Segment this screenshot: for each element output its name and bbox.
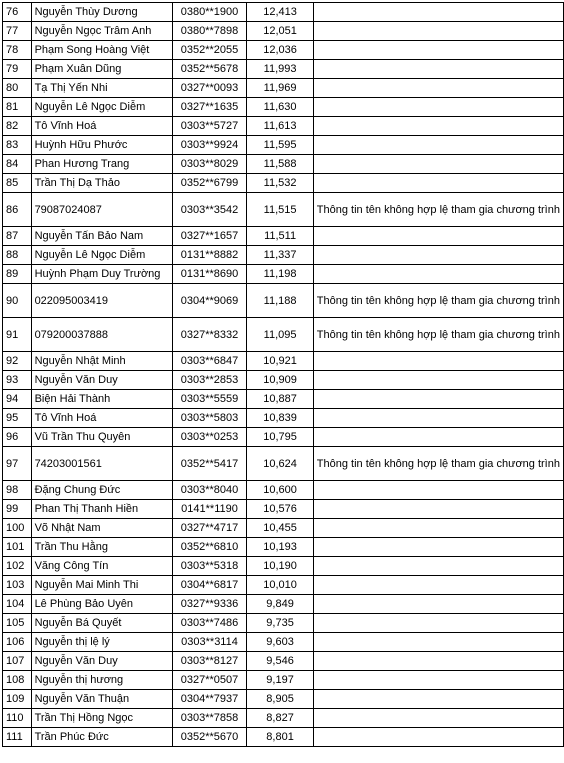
note-cell (313, 614, 563, 633)
name-cell: 022095003419 (31, 284, 172, 318)
note-cell: Thông tin tên không hợp lệ tham gia chương trình (313, 447, 563, 481)
table-row (3, 371, 564, 390)
row-number-cell: 80 (3, 79, 32, 98)
row-number-cell: 109 (3, 690, 32, 709)
note-cell (313, 155, 563, 174)
row-number-cell: 96 (3, 428, 32, 447)
row-number-cell: 85 (3, 174, 32, 193)
table-row (3, 79, 564, 98)
score-cell: 11,588 (247, 155, 313, 174)
score-cell: 10,624 (247, 447, 313, 481)
note-cell (313, 79, 563, 98)
row-number-cell: 101 (3, 538, 32, 557)
phone-cell: 0303**5318 (172, 557, 247, 576)
note-cell (313, 117, 563, 136)
row-number-cell: 86 (3, 193, 32, 227)
row-number-cell: 106 (3, 633, 32, 652)
table-row (3, 576, 564, 595)
row-number-cell: 107 (3, 652, 32, 671)
note-cell (313, 227, 563, 246)
table-row (3, 538, 564, 557)
row-number-cell: 97 (3, 447, 32, 481)
row-number-cell: 102 (3, 557, 32, 576)
table-row (3, 155, 564, 174)
table-row (3, 318, 564, 352)
name-cell: 79087024087 (31, 193, 172, 227)
note-cell (313, 519, 563, 538)
row-number-cell: 90 (3, 284, 32, 318)
name-cell: Huỳnh Phạm Duy Trường (31, 265, 172, 284)
score-cell: 10,795 (247, 428, 313, 447)
phone-cell: 0380**7898 (172, 22, 247, 41)
phone-cell: 0303**7858 (172, 709, 247, 728)
row-number-cell: 77 (3, 22, 32, 41)
phone-cell: 0327**1635 (172, 98, 247, 117)
score-cell: 11,337 (247, 246, 313, 265)
note-cell (313, 690, 563, 709)
score-cell: 10,887 (247, 390, 313, 409)
name-cell: Nguyễn Văn Duy (31, 652, 172, 671)
row-number-cell: 105 (3, 614, 32, 633)
row-number-cell: 83 (3, 136, 32, 155)
score-cell: 11,630 (247, 98, 313, 117)
score-cell: 10,190 (247, 557, 313, 576)
name-cell: Vũ Trần Thu Quyên (31, 428, 172, 447)
name-cell: Phan Thị Thanh Hiền (31, 500, 172, 519)
name-cell: Nguyễn Thùy Dương (31, 3, 172, 22)
results-table (2, 2, 564, 747)
note-cell (313, 500, 563, 519)
row-number-cell: 99 (3, 500, 32, 519)
note-cell (313, 428, 563, 447)
phone-cell: 0303**0253 (172, 428, 247, 447)
name-cell: Trần Thị Hồng Ngọc (31, 709, 172, 728)
phone-cell: 0303**5803 (172, 409, 247, 428)
score-cell: 10,909 (247, 371, 313, 390)
name-cell: Huỳnh Hữu Phước (31, 136, 172, 155)
note-cell (313, 576, 563, 595)
table-row (3, 519, 564, 538)
table-row (3, 352, 564, 371)
note-cell (313, 538, 563, 557)
score-cell: 11,993 (247, 60, 313, 79)
row-number-cell: 94 (3, 390, 32, 409)
table-row (3, 652, 564, 671)
score-cell: 11,515 (247, 193, 313, 227)
table-row (3, 595, 564, 614)
row-number-cell: 89 (3, 265, 32, 284)
note-cell (313, 371, 563, 390)
name-cell: Đặng Chung Đức (31, 481, 172, 500)
score-cell: 10,839 (247, 409, 313, 428)
note-cell (313, 174, 563, 193)
note-cell (313, 265, 563, 284)
score-cell: 11,532 (247, 174, 313, 193)
note-cell (313, 671, 563, 690)
note-cell (313, 595, 563, 614)
score-cell: 10,600 (247, 481, 313, 500)
score-cell: 11,095 (247, 318, 313, 352)
row-number-cell: 92 (3, 352, 32, 371)
row-number-cell: 95 (3, 409, 32, 428)
phone-cell: 0303**3114 (172, 633, 247, 652)
row-number-cell: 104 (3, 595, 32, 614)
phone-cell: 0352**2055 (172, 41, 247, 60)
name-cell: Nguyễn thị lệ lý (31, 633, 172, 652)
score-cell: 11,188 (247, 284, 313, 318)
phone-cell: 0303**5559 (172, 390, 247, 409)
row-number-cell: 78 (3, 41, 32, 60)
score-cell: 12,051 (247, 22, 313, 41)
name-cell: Phan Hương Trang (31, 155, 172, 174)
row-number-cell: 79 (3, 60, 32, 79)
score-cell: 9,546 (247, 652, 313, 671)
score-cell: 10,576 (247, 500, 313, 519)
phone-cell: 0327**1657 (172, 227, 247, 246)
note-cell (313, 98, 563, 117)
phone-cell: 0352**5678 (172, 60, 247, 79)
score-cell: 12,413 (247, 3, 313, 22)
phone-cell: 0303**3542 (172, 193, 247, 227)
table-row (3, 390, 564, 409)
note-cell: Thông tin tên không hợp lệ tham gia chương trình (313, 318, 563, 352)
row-number-cell: 84 (3, 155, 32, 174)
note-cell (313, 22, 563, 41)
name-cell: Phạm Song Hoàng Việt (31, 41, 172, 60)
name-cell: Nguyễn Văn Thuận (31, 690, 172, 709)
name-cell: Nguyễn thị hương (31, 671, 172, 690)
table-row (3, 671, 564, 690)
table-row (3, 690, 564, 709)
name-cell: Nguyễn Văn Duy (31, 371, 172, 390)
table-row (3, 193, 564, 227)
phone-cell: 0327**0093 (172, 79, 247, 98)
phone-cell: 0131**8690 (172, 265, 247, 284)
table-row (3, 284, 564, 318)
score-cell: 9,849 (247, 595, 313, 614)
table-row (3, 409, 564, 428)
table-row (3, 481, 564, 500)
row-number-cell: 110 (3, 709, 32, 728)
phone-cell: 0303**8127 (172, 652, 247, 671)
phone-cell: 0327**4717 (172, 519, 247, 538)
score-cell: 11,198 (247, 265, 313, 284)
phone-cell: 0303**8029 (172, 155, 247, 174)
name-cell: 079200037888 (31, 318, 172, 352)
name-cell: Nguyễn Ngọc Trâm Anh (31, 22, 172, 41)
table-row (3, 633, 564, 652)
note-cell (313, 633, 563, 652)
note-cell (313, 709, 563, 728)
name-cell: Phạm Xuân Dũng (31, 60, 172, 79)
table-row (3, 728, 564, 747)
score-cell: 10,455 (247, 519, 313, 538)
phone-cell: 0352**6799 (172, 174, 247, 193)
score-cell: 10,921 (247, 352, 313, 371)
row-number-cell: 81 (3, 98, 32, 117)
name-cell: Nguyễn Lê Ngọc Diễm (31, 98, 172, 117)
score-cell: 12,036 (247, 41, 313, 60)
phone-cell: 0303**9924 (172, 136, 247, 155)
score-cell: 11,511 (247, 227, 313, 246)
name-cell: Văng Công Tín (31, 557, 172, 576)
table-row (3, 709, 564, 728)
phone-cell: 0352**6810 (172, 538, 247, 557)
phone-cell: 0304**6817 (172, 576, 247, 595)
row-number-cell: 87 (3, 227, 32, 246)
name-cell: Biện Hải Thành (31, 390, 172, 409)
note-cell (313, 3, 563, 22)
note-cell (313, 652, 563, 671)
table-row (3, 557, 564, 576)
score-cell: 8,801 (247, 728, 313, 747)
phone-cell: 0327**9336 (172, 595, 247, 614)
table-row (3, 428, 564, 447)
table-row (3, 136, 564, 155)
table-row (3, 3, 564, 22)
name-cell: Nguyễn Mai Minh Thi (31, 576, 172, 595)
row-number-cell: 108 (3, 671, 32, 690)
phone-cell: 0303**5727 (172, 117, 247, 136)
score-cell: 11,595 (247, 136, 313, 155)
name-cell: Võ Nhật Nam (31, 519, 172, 538)
phone-cell: 0303**6847 (172, 352, 247, 371)
row-number-cell: 76 (3, 3, 32, 22)
table-row (3, 447, 564, 481)
score-cell: 8,827 (247, 709, 313, 728)
phone-cell: 0304**7937 (172, 690, 247, 709)
table-row (3, 98, 564, 117)
row-number-cell: 93 (3, 371, 32, 390)
note-cell (313, 557, 563, 576)
table-row (3, 41, 564, 60)
score-cell: 8,905 (247, 690, 313, 709)
row-number-cell: 100 (3, 519, 32, 538)
note-cell (313, 136, 563, 155)
table-row (3, 174, 564, 193)
table-row (3, 22, 564, 41)
score-cell: 9,735 (247, 614, 313, 633)
name-cell: Trần Thu Hằng (31, 538, 172, 557)
name-cell: Nguyễn Nhật Minh (31, 352, 172, 371)
phone-cell: 0141**1190 (172, 500, 247, 519)
table-row (3, 246, 564, 265)
note-cell: Thông tin tên không hợp lệ tham gia chương trình (313, 193, 563, 227)
row-number-cell: 82 (3, 117, 32, 136)
note-cell (313, 60, 563, 79)
name-cell: Trần Thị Dạ Thảo (31, 174, 172, 193)
name-cell: Trần Phúc Đức (31, 728, 172, 747)
table-row (3, 265, 564, 284)
score-cell: 11,613 (247, 117, 313, 136)
note-cell (313, 352, 563, 371)
row-number-cell: 103 (3, 576, 32, 595)
row-number-cell: 88 (3, 246, 32, 265)
name-cell: Tô Vĩnh Hoá (31, 117, 172, 136)
note-cell (313, 409, 563, 428)
note-cell (313, 41, 563, 60)
row-number-cell: 91 (3, 318, 32, 352)
name-cell: Lê Phùng Bảo Uyên (31, 595, 172, 614)
note-cell (313, 481, 563, 500)
phone-cell: 0303**7486 (172, 614, 247, 633)
row-number-cell: 98 (3, 481, 32, 500)
name-cell: Nguyễn Tấn Bảo Nam (31, 227, 172, 246)
results-table-body (3, 3, 564, 747)
score-cell: 11,969 (247, 79, 313, 98)
table-row (3, 117, 564, 136)
phone-cell: 0303**8040 (172, 481, 247, 500)
table-row (3, 500, 564, 519)
note-cell (313, 728, 563, 747)
phone-cell: 0380**1900 (172, 3, 247, 22)
phone-cell: 0131**8882 (172, 246, 247, 265)
name-cell: 74203001561 (31, 447, 172, 481)
score-cell: 10,193 (247, 538, 313, 557)
table-row (3, 227, 564, 246)
phone-cell: 0327**8332 (172, 318, 247, 352)
name-cell: Nguyễn Lê Ngọc Diễm (31, 246, 172, 265)
score-cell: 9,197 (247, 671, 313, 690)
phone-cell: 0327**0507 (172, 671, 247, 690)
score-cell: 9,603 (247, 633, 313, 652)
row-number-cell: 111 (3, 728, 32, 747)
note-cell (313, 390, 563, 409)
phone-cell: 0303**2853 (172, 371, 247, 390)
table-row (3, 614, 564, 633)
phone-cell: 0304**9069 (172, 284, 247, 318)
table-row (3, 60, 564, 79)
score-cell: 10,010 (247, 576, 313, 595)
phone-cell: 0352**5417 (172, 447, 247, 481)
name-cell: Tạ Thị Yến Nhi (31, 79, 172, 98)
phone-cell: 0352**5670 (172, 728, 247, 747)
name-cell: Tô Vĩnh Hoá (31, 409, 172, 428)
name-cell: Nguyễn Bá Quyết (31, 614, 172, 633)
note-cell: Thông tin tên không hợp lệ tham gia chương trình (313, 284, 563, 318)
note-cell (313, 246, 563, 265)
